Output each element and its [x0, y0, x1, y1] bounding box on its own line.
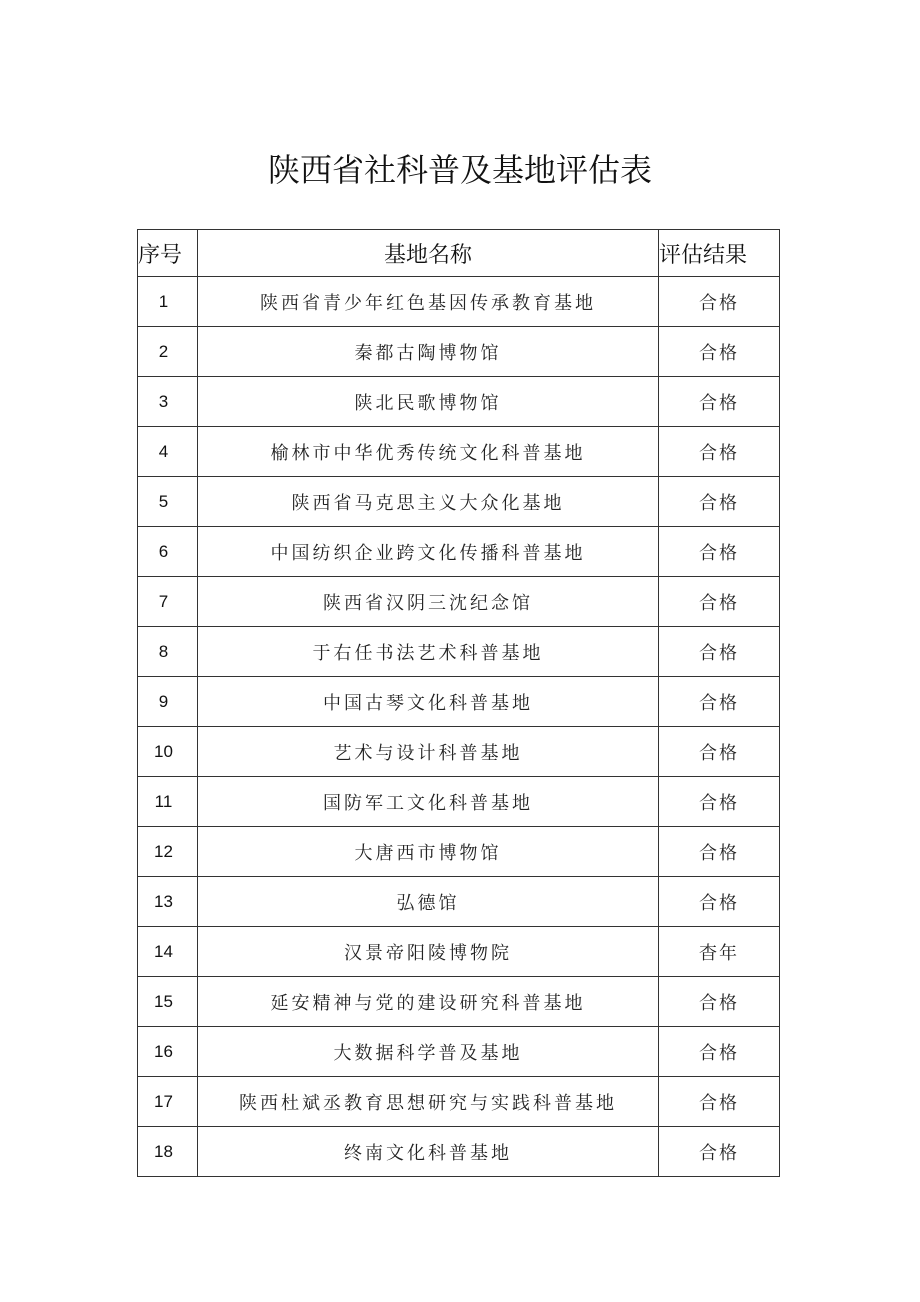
base-name: 艺术与设计科普基地 — [198, 727, 659, 777]
base-name: 大唐西市博物馆 — [198, 827, 659, 877]
evaluation-result: 合格 — [659, 277, 780, 327]
base-name: 延安精神与党的建设研究科普基地 — [198, 977, 659, 1027]
table-body — [138, 277, 780, 1177]
page-title: 陕西省社科普及基地评估表 — [267, 151, 652, 189]
evaluation-result: 杳年 — [659, 927, 780, 977]
row-number: 4 — [138, 427, 198, 477]
base-name: 陕西省汉阴三沈纪念馆 — [198, 577, 659, 627]
row-number: 2 — [138, 327, 198, 377]
evaluation-result: 合格 — [659, 427, 780, 477]
base-name: 终南文化科普基地 — [198, 1127, 659, 1177]
row-number: 10 — [138, 727, 198, 777]
row-number: 12 — [138, 827, 198, 877]
base-name: 陕北民歌博物馆 — [198, 377, 659, 427]
table-row — [138, 427, 780, 477]
table-row — [138, 677, 780, 727]
evaluation-result: 合格 — [659, 627, 780, 677]
row-number: 17 — [138, 1077, 198, 1127]
table-row — [138, 1077, 780, 1127]
row-number: 3 — [138, 377, 198, 427]
table-row — [138, 727, 780, 777]
table-row — [138, 827, 780, 877]
evaluation-result: 合格 — [659, 877, 780, 927]
base-name: 中国古琴文化科普基地 — [198, 677, 659, 727]
base-name: 弘德馆 — [198, 877, 659, 927]
row-number: 13 — [138, 877, 198, 927]
table-row — [138, 777, 780, 827]
row-number: 7 — [138, 577, 198, 627]
row-number: 9 — [138, 677, 198, 727]
table-row — [138, 927, 780, 977]
base-name: 秦都古陶博物馆 — [198, 327, 659, 377]
base-name: 国防军工文化科普基地 — [198, 777, 659, 827]
base-name: 中国纺织企业跨文化传播科普基地 — [198, 527, 659, 577]
evaluation-result: 合格 — [659, 327, 780, 377]
table-row — [138, 327, 780, 377]
table-row — [138, 977, 780, 1027]
table-row — [138, 1027, 780, 1077]
base-name: 大数据科学普及基地 — [198, 1027, 659, 1077]
row-number: 6 — [138, 527, 198, 577]
evaluation-table — [137, 229, 780, 1177]
evaluation-result: 合格 — [659, 677, 780, 727]
table-row — [138, 627, 780, 677]
evaluation-result: 合格 — [659, 1127, 780, 1177]
evaluation-result: 合格 — [659, 727, 780, 777]
header-result: 评估结果 — [659, 230, 780, 277]
row-number: 5 — [138, 477, 198, 527]
evaluation-result: 合格 — [659, 777, 780, 827]
row-number: 8 — [138, 627, 198, 677]
evaluation-result: 合格 — [659, 477, 780, 527]
evaluation-result: 合格 — [659, 1077, 780, 1127]
row-number: 15 — [138, 977, 198, 1027]
table-row — [138, 277, 780, 327]
base-name: 汉景帝阳陵博物院 — [198, 927, 659, 977]
row-number: 1 — [138, 277, 198, 327]
evaluation-result: 合格 — [659, 827, 780, 877]
row-number: 18 — [138, 1127, 198, 1177]
row-number: 14 — [138, 927, 198, 977]
evaluation-result: 合格 — [659, 977, 780, 1027]
table-row — [138, 877, 780, 927]
table-row — [138, 1127, 780, 1177]
table-row — [138, 477, 780, 527]
table-row — [138, 527, 780, 577]
table-row — [138, 377, 780, 427]
base-name: 陕西杜斌丞教育思想研究与实践科普基地 — [198, 1077, 659, 1127]
base-name: 陕西省青少年红色基因传承教育基地 — [198, 277, 659, 327]
base-name: 榆林市中华优秀传统文化科普基地 — [198, 427, 659, 477]
base-name: 于右任书法艺术科普基地 — [198, 627, 659, 677]
base-name: 陕西省马克思主义大众化基地 — [198, 477, 659, 527]
table-row — [138, 577, 780, 627]
header-name: 基地名称 — [198, 230, 659, 277]
evaluation-result: 合格 — [659, 1027, 780, 1077]
evaluation-result: 合格 — [659, 377, 780, 427]
table-header-row — [138, 230, 780, 277]
evaluation-result: 合格 — [659, 527, 780, 577]
row-number: 11 — [138, 777, 198, 827]
header-no: 序号 — [138, 230, 198, 277]
row-number: 16 — [138, 1027, 198, 1077]
evaluation-result: 合格 — [659, 577, 780, 627]
